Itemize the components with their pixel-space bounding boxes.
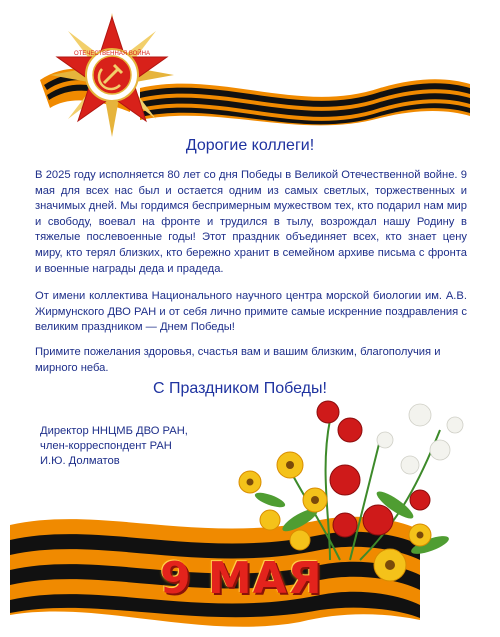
emblem-ring-text: ОТЕЧЕСТВЕННАЯ ВОЙНА (74, 51, 150, 57)
order-gold-rays (50, 13, 174, 137)
signature-name: И.Ю. Долматов (40, 455, 120, 468)
greeting-heading: Дорогие коллеги! (185, 137, 315, 154)
letter-paragraph-2: От имени коллектива Национального научного центра морской биологии им. А.В. Жирмунского ДВО РАН и от себя лично примите самые искренние поздравления с великим праздником — Днем Победы! (35, 290, 467, 334)
letter-paragraph-1: В 2025 году исполняется 80 лет со дня Победы в Великой Отечественной войне. 9 мая для всех нас был и остается одним из самых светлых, торжественных и значимых дней. Мы гордимся беспримерным мужеством тех, кто подарил нам мир и свободу, воевал на фронте и трудился в тылу, возрождал нашу Родину в тяжелые послевоенные годы! Этот праздник объединяет всех, кто знает цену миру, кто терял близких, кто бережно хранит в семейном архиве письма с фронта и военные награды деда и прадеда. (35, 169, 467, 275)
order-emblem-and-ribbon (0, 0, 500, 140)
signature-position: Директор ННЦМБ ДВО РАН, (40, 425, 188, 437)
white-flowers (377, 404, 463, 474)
letter-paragraph-3: Примите пожелания здоровья, счастья вам и вашим близким, благополучия и мирного неба. (35, 346, 441, 374)
signature-title: член-корреспондент РАН (40, 440, 172, 453)
may-9-banner: 9 МАЯ (160, 553, 323, 604)
holiday-greeting: С Праздником Победы! (153, 380, 327, 397)
